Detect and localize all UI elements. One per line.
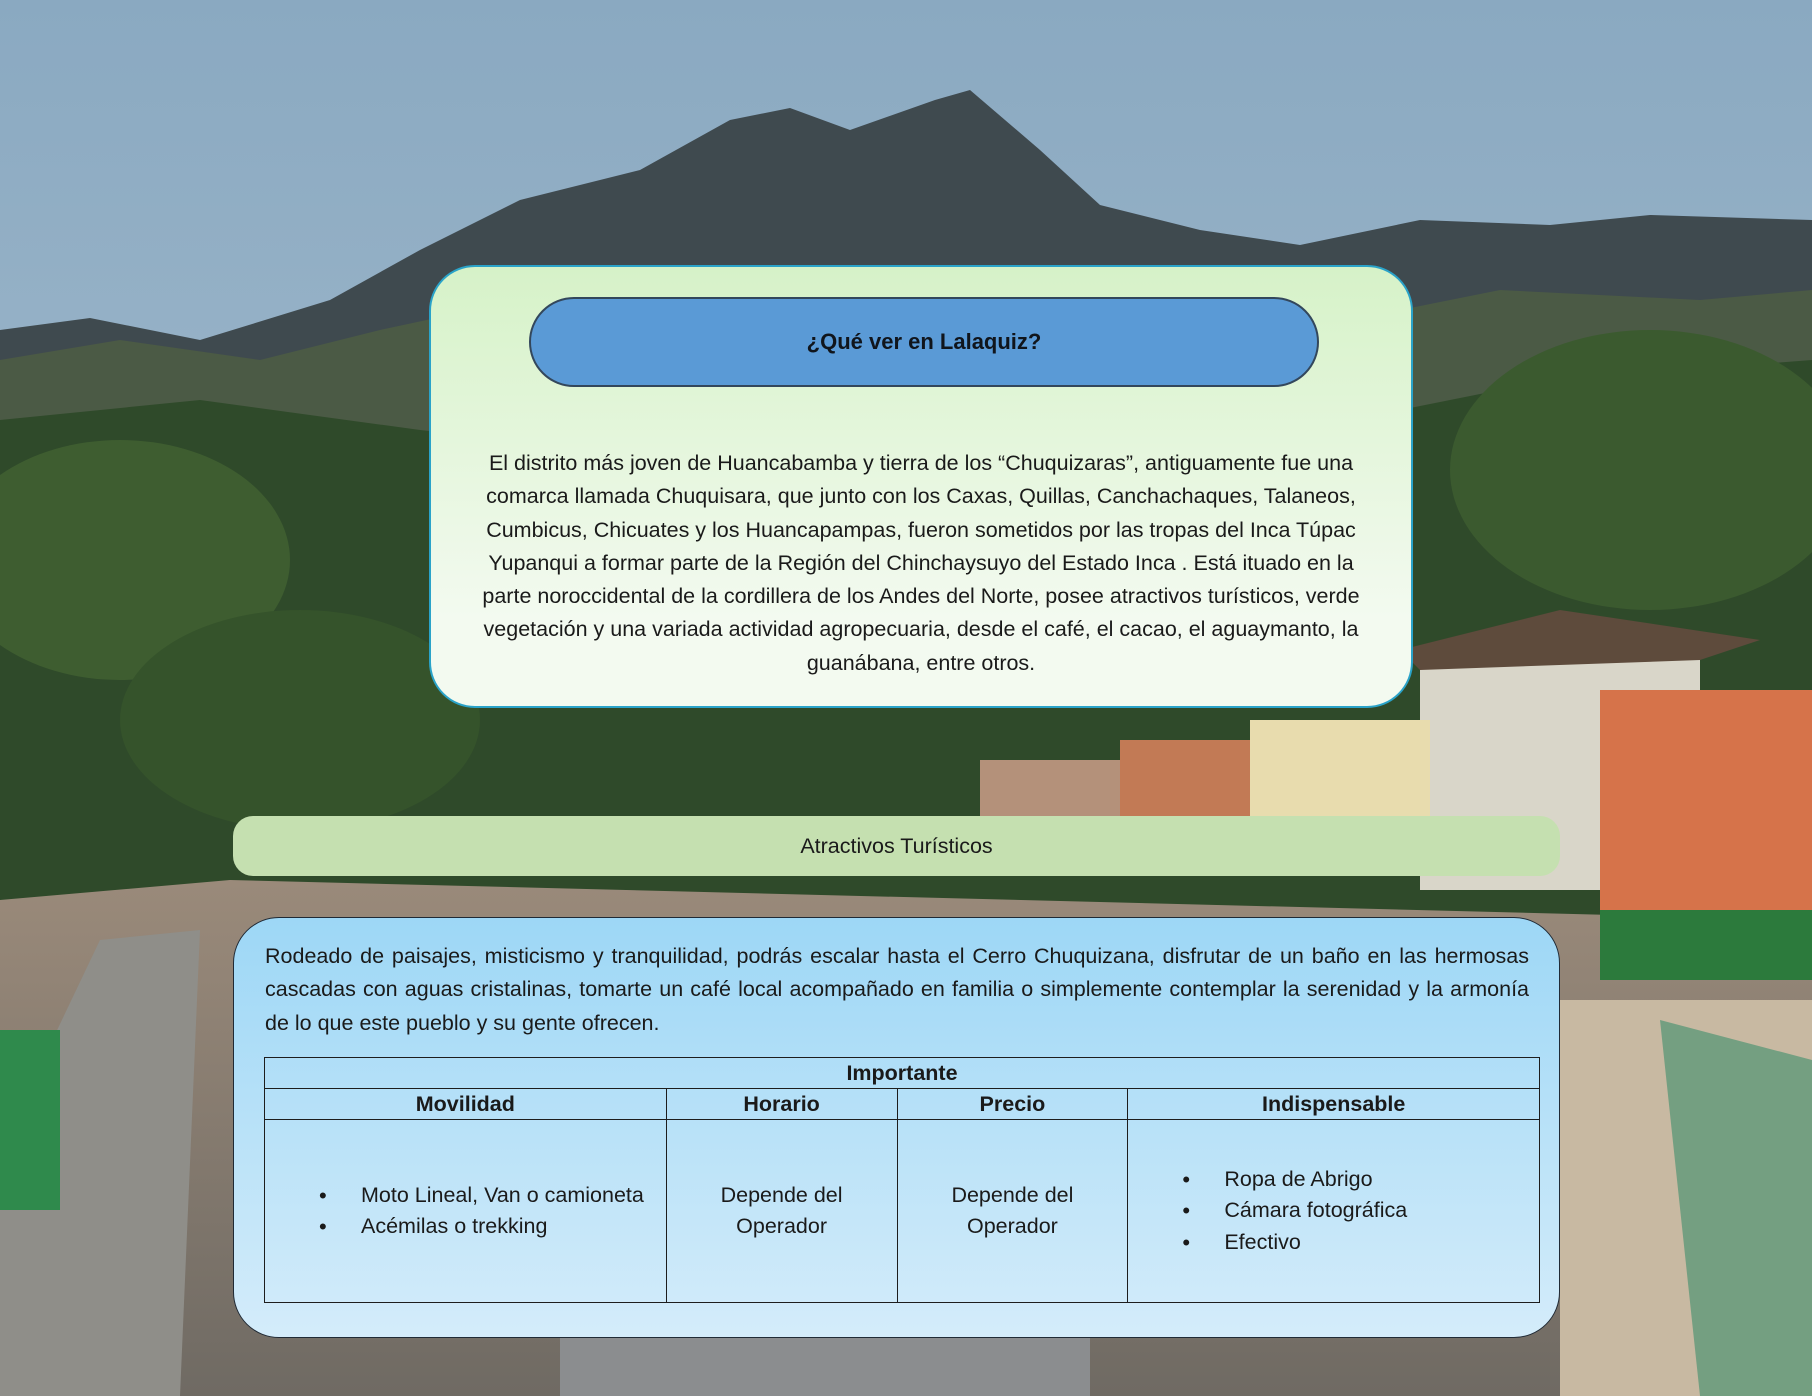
- intro-title: ¿Qué ver en Lalaquiz?: [806, 329, 1042, 354]
- header-precio: Precio: [897, 1089, 1128, 1120]
- cell-horario: [666, 1120, 897, 1303]
- list-item: • Cámara fotográfica: [1224, 1195, 1539, 1227]
- important-info-table: [264, 1057, 1540, 1303]
- title-banner: [529, 297, 1319, 387]
- cell-movilidad: [265, 1120, 667, 1303]
- table-caption: Importante: [265, 1058, 1540, 1089]
- header-movilidad: Movilidad: [265, 1089, 667, 1120]
- list-item: • Ropa de Abrigo: [1224, 1164, 1539, 1196]
- cell-indispensable: [1128, 1120, 1540, 1303]
- intro-paragraph: El distrito más joven de Huancabamba y tierra de los “Chuquizaras”, antiguamente fue una comarca llamada Chuquisara, que junto con los Caxas, Quillas, Canchachaques, Talaneos, Cumbicus, Chicuates y los Huancapampas, fueron sometidos por las tropas del Inca Túpac Yupanqui a formar parte de la Región del Chinchaysuyo del Estado Inca . Está ituado en la parte noroccidental de la cordillera de los Andes del Norte, posee atractivos turísticos, verde vegetación y una variada actividad agropecuaria, desde el café, el cacao, el aguaymanto, la guanábana, entre otros.: [482, 451, 1360, 675]
- list-item: • Acémilas o trekking: [361, 1211, 666, 1243]
- attractions-paragraph: Rodeado de paisajes, misticismo y tranquilidad, podrás escalar hasta el Cerro Chuquizana, disfrutar de un baño en las hermosas cascadas con aguas cristalinas, tomarte un café local acompañado en familia o simplemente contemplar la serenidad y la armonía de lo que este pueblo y su gente ofrecen.: [265, 944, 1529, 1035]
- list-item: • Moto Lineal, Van o camioneta: [361, 1180, 666, 1212]
- header-horario: Horario: [666, 1089, 897, 1120]
- attractions-card: [233, 917, 1560, 1338]
- cell-precio: [897, 1120, 1128, 1303]
- list-item: • Efectivo: [1224, 1227, 1539, 1259]
- header-indispensable: Indispensable: [1128, 1089, 1540, 1120]
- horario-value: Depende del Operador: [720, 1183, 843, 1238]
- intro-card: [429, 265, 1413, 708]
- precio-value: Depende del Operador: [951, 1183, 1074, 1238]
- section-header: Atractivos Turísticos: [233, 816, 1560, 876]
